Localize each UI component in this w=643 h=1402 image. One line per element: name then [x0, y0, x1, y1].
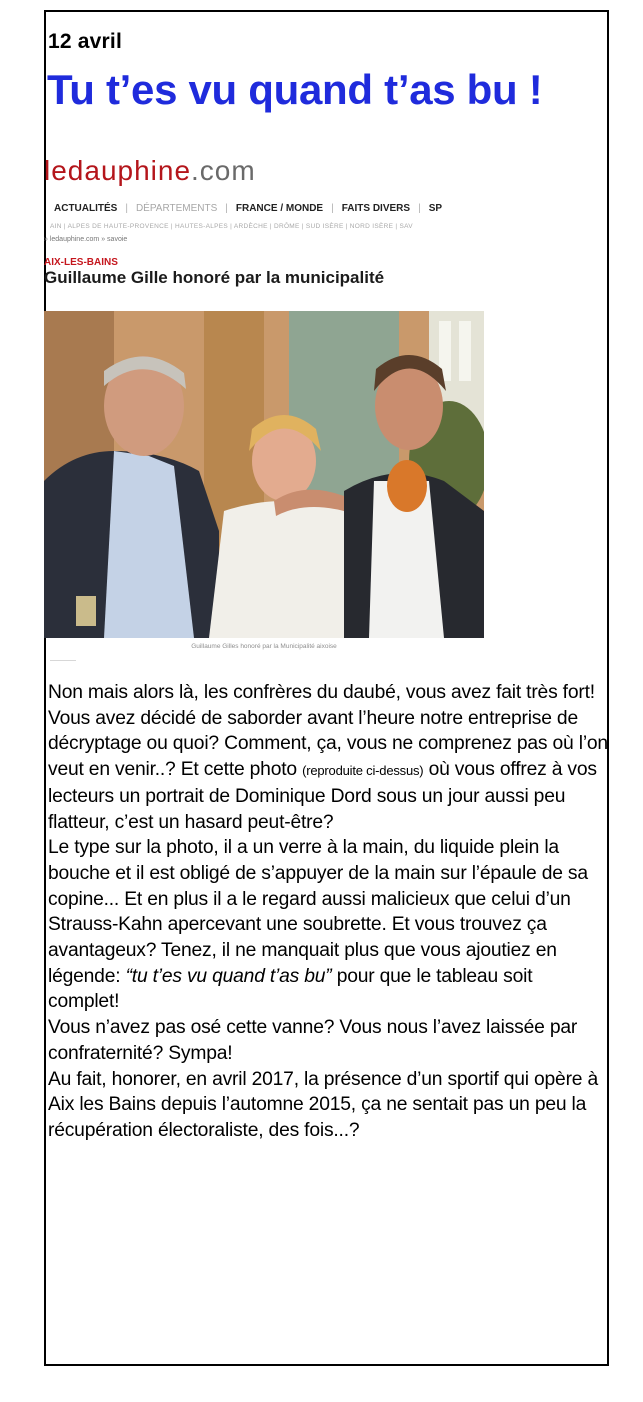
breadcrumb: » ledauphine.com » savoie: [44, 236, 128, 243]
article-photo: [44, 311, 484, 638]
logo-tld: .com: [191, 155, 256, 186]
body-bar: [44, 660, 46, 1366]
paragraph-4: Au fait, honorer, en avril 2017, la présence d’un sportif qui opère à Aix les Bains depuis l’automne 2015, ça ne sentait pas un peu la récupération électoraliste, des fois...?: [48, 1068, 598, 1141]
nav-item-departements: DÉPARTEMENTS: [135, 203, 218, 214]
header-bar: [44, 10, 46, 134]
nav-item-actualites: ACTUALITÉS: [54, 203, 118, 214]
photo-caption: Guillaume Gilles honoré par la Municipalité aixoise: [191, 643, 337, 650]
photo-reference: (reproduite ci-dessus): [302, 763, 424, 779]
photo-illustration: [44, 311, 484, 638]
paragraph-2: Le type sur la photo, il a un verre à la main, du liquide plein la bouche et il est obligé de s’appuyer de la main sur l’épaule de sa copine... Et en plus il a le regard aussi malicieux que celui d’un Strauss-Kahn apercevant une soubrette. Et vous trouvez ça avantageux? Tenez, il ne manquait plus que vous ajoutiez en légende: “tu t’es vu quand t’as bu” pour que le tableau soit complet!: [48, 837, 588, 1013]
nav-item-france-monde: FRANCE / MONDE: [235, 203, 324, 214]
quoted-caption: “tu t’es vu quand t’as bu”: [125, 965, 332, 987]
logo-name: ledauphine: [44, 155, 192, 186]
paragraph-3: Vous n’avez pas osé cette vanne? Vous nous l’avez laissée par confraternité? Sympa!: [48, 1017, 578, 1064]
divider: [50, 660, 76, 661]
article-kicker: AIX-LES-BAINS: [44, 257, 118, 268]
site-nav: ACTUALITÉS | DÉPARTEMENTS | FRANCE / MONDE | FAITS DIVERS | SP: [54, 203, 443, 214]
sub-nav: AIN | ALPES DE HAUTE-PROVENCE | HAUTES-ALPES | ARDÈCHE | DRÔME | SUD ISÈRE | NORD ISÈRE | SAV: [50, 223, 413, 230]
paragraph-1: Non mais alors là, les confrères du daubé, vous avez fait très fort! Vous avez décidé de saborder avant l’heure notre entreprise de décryptage ou quoi? Comment, ça, vous ne comprenez pas où l’on veut en venir..? Et cette photo (reproduite ci-dessus) où vous offrez à vos lecteurs un portrait de Dominique Dord sous un jour aussi peu flatteur, c’est un hasard peut-être?: [48, 682, 608, 833]
nav-item-faits-divers: FAITS DIVERS: [341, 203, 411, 214]
article-body: [48, 680, 608, 1144]
newspaper-clipping: [44, 150, 488, 660]
page-title: Tu t’es vu quand t’as bu !: [47, 66, 543, 113]
article-headline: Guillaume Gille honoré par la municipalité: [44, 268, 385, 287]
date-heading: 12 avril: [48, 30, 122, 53]
site-logo: [44, 155, 256, 187]
nav-item-sports: SP: [428, 203, 443, 214]
